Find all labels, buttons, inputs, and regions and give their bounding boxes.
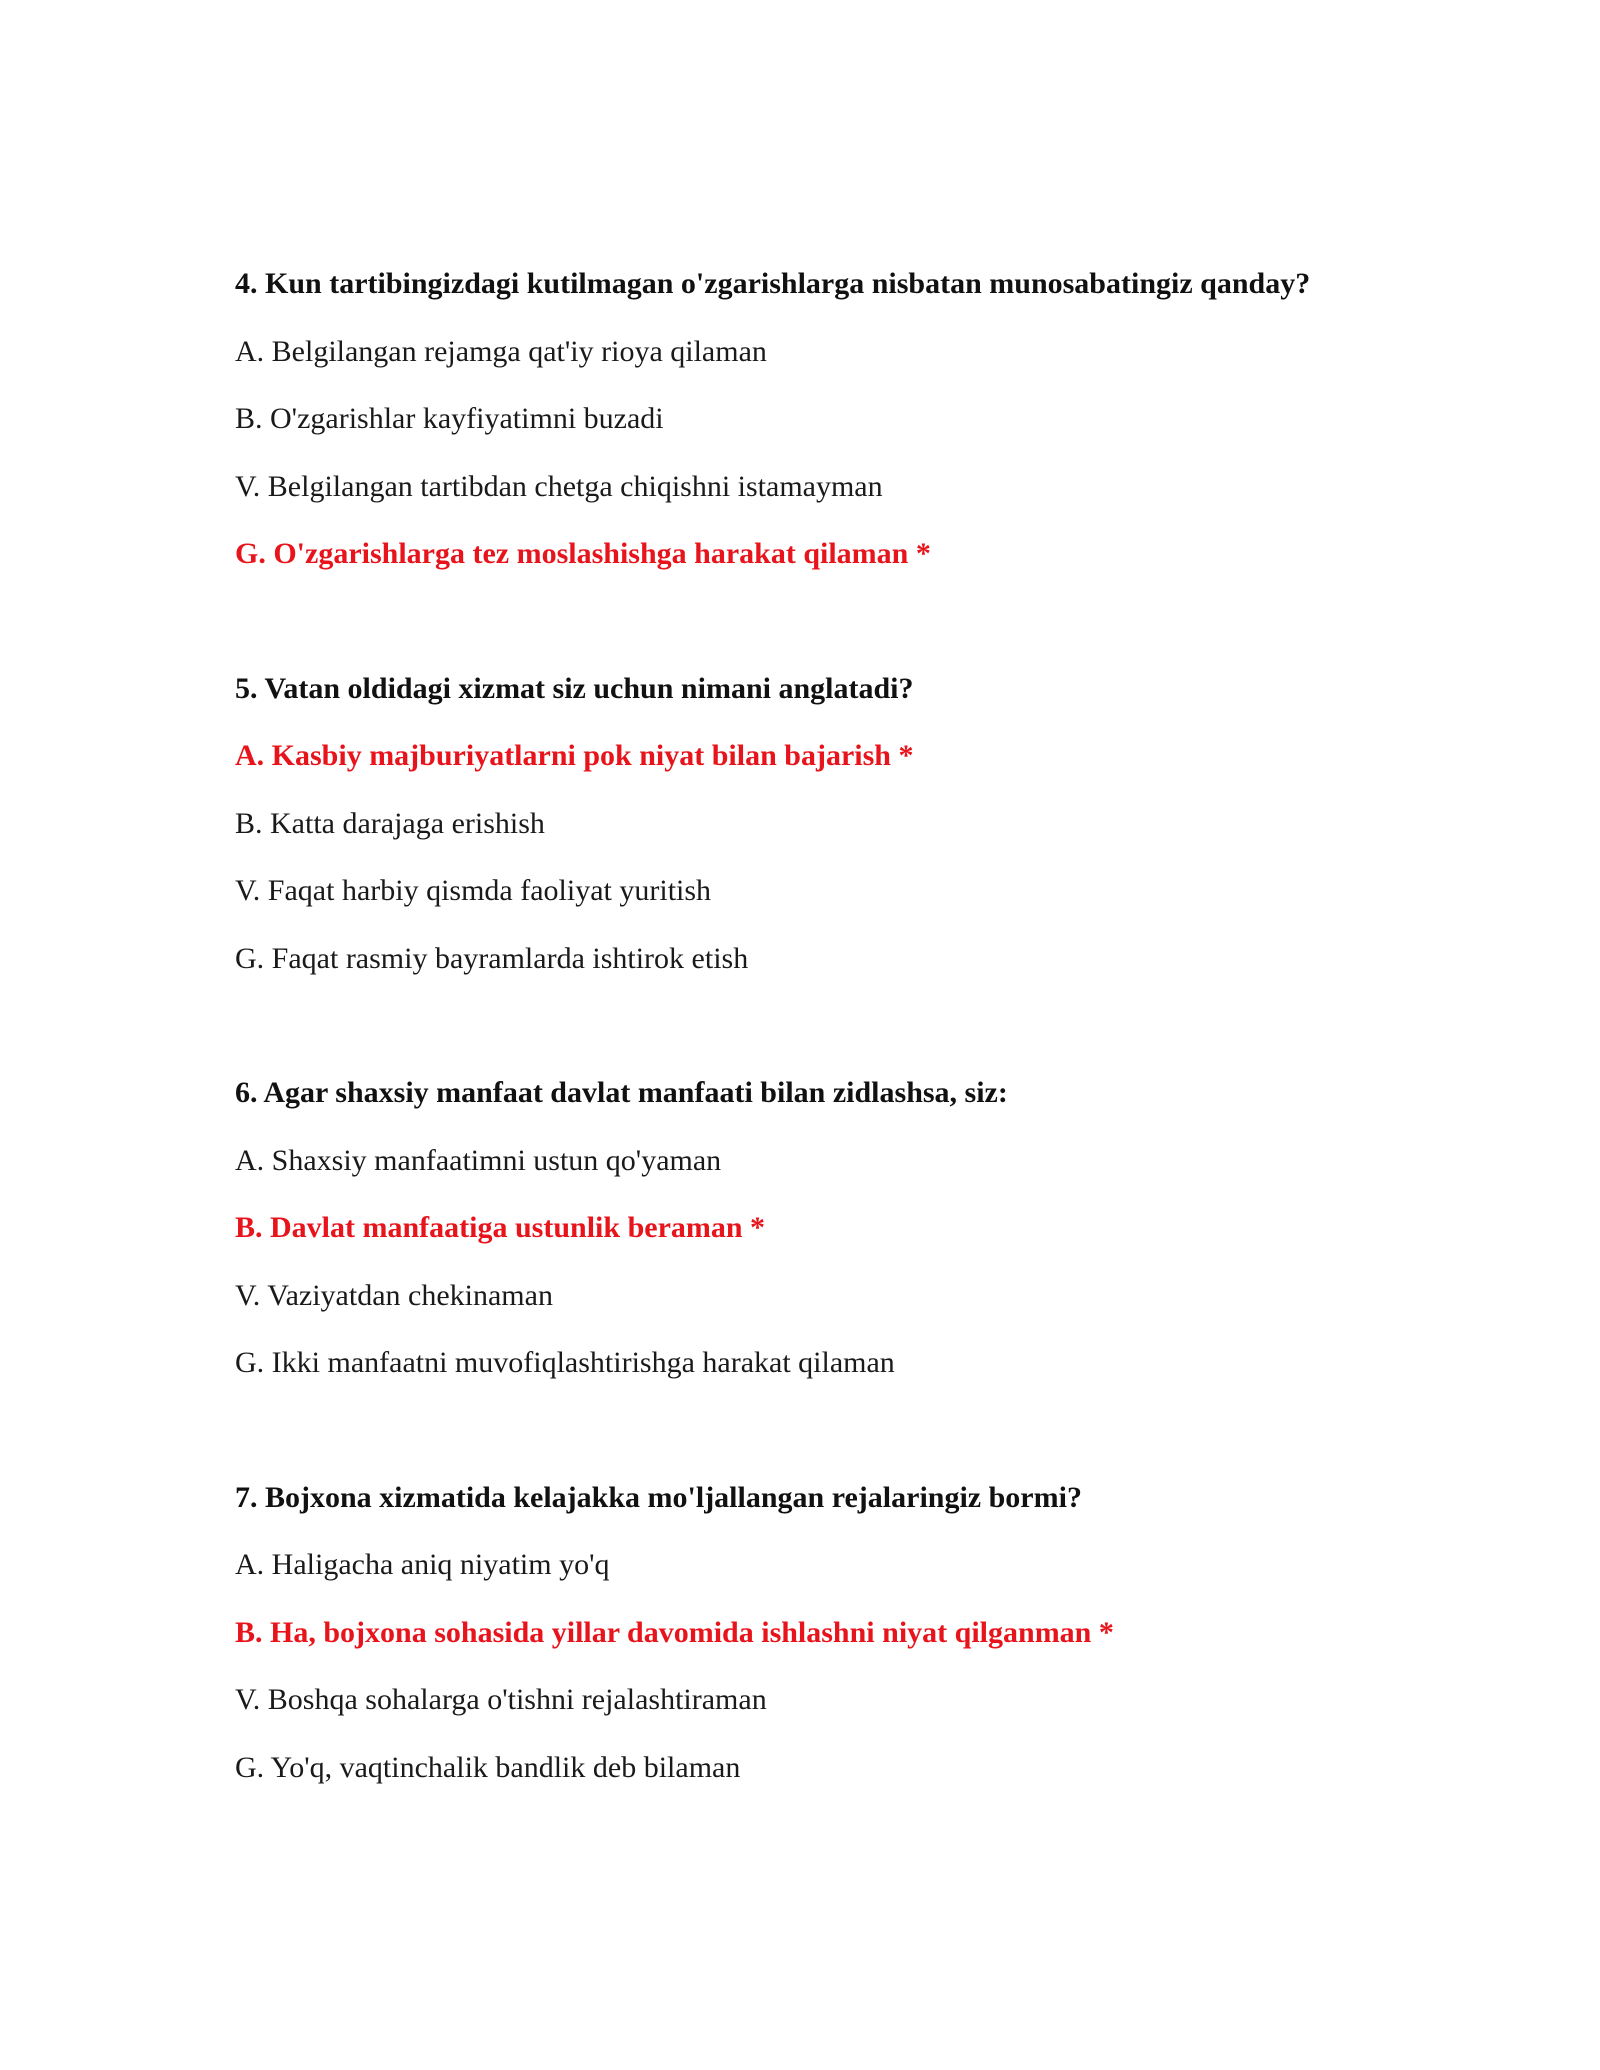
answer-option-a: A. Haligacha aniq niyatim yo'q: [235, 1548, 610, 1581]
answer-option-v: V. Faqat harbiy qismda faoliyat yuritish: [235, 874, 712, 907]
question-4: [235, 250, 1435, 588]
question-title: 7. Bojxona xizmatida kelajakka mo'ljallangan rejalaringiz bormi?: [235, 1480, 1082, 1514]
answer-option-b: B. O'zgarishlar kayfiyatimni buzadi: [235, 402, 664, 435]
question-7: [235, 1464, 1435, 1802]
answer-option-g: G. Faqat rasmiy bayramlarda ishtirok etish: [235, 941, 749, 975]
answer-option-a: A. Shaxsiy manfaatimni ustun qo'yaman: [235, 1143, 722, 1177]
answer-option-a-correct: A. Kasbiy majburiyatlarni pok niyat bilan bajarish *: [235, 739, 914, 772]
answer-option-v: V. Boshqa sohalarga o'tishni rejalashtiraman: [235, 1683, 767, 1716]
question-6: [235, 1059, 1435, 1397]
answer-option-b-correct: B. Davlat manfaatiga ustunlik beraman *: [235, 1211, 766, 1244]
answer-option-v: V. Belgilangan tartibdan chetga chiqishni istamayman: [235, 469, 883, 503]
question-title: 6. Agar shaxsiy manfaat davlat manfaati bilan zidlashsa, siz:: [235, 1076, 1008, 1109]
answer-option-v: V. Vaziyatdan chekinaman: [235, 1278, 553, 1312]
question-title: 4. Kun tartibingizdagi kutilmagan o'zgarishlarga nisbatan munosabatingiz qanday?: [235, 267, 1311, 300]
answer-option-g: G. Yo'q, vaqtinchalik bandlik deb bilaman: [235, 1750, 741, 1784]
answer-option-g-correct: G. O'zgarishlarga tez moslashishga harakat qilaman *: [235, 537, 931, 570]
answer-option-a: A. Belgilangan rejamga qat'iy rioya qilaman: [235, 334, 767, 368]
answer-option-b-correct: B. Ha, bojxona sohasida yillar davomida ishlashni niyat qilganman *: [235, 1615, 1114, 1649]
question-5: [235, 655, 1435, 993]
answer-option-g: G. Ikki manfaatni muvofiqlashtirishga harakat qilaman: [235, 1346, 895, 1379]
answer-option-b: B. Katta darajaga erishish: [235, 806, 545, 840]
question-list: [235, 250, 1435, 1868]
question-title: 5. Vatan oldidagi xizmat siz uchun nimani anglatadi?: [235, 671, 914, 705]
